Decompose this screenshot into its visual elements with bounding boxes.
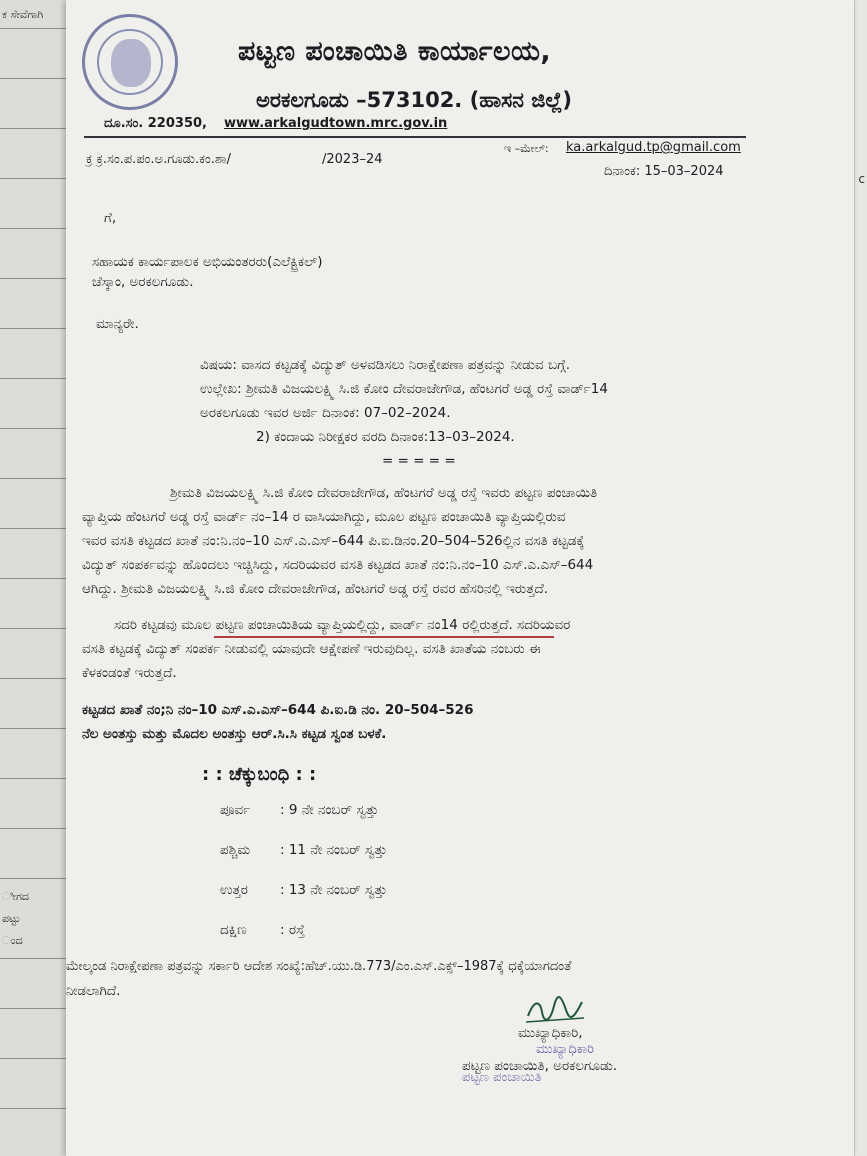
property-khata-line: ಕಟ್ಟಡದ ಖಾತೆ ನಂ;ನಿ ನಂ–10 ಎಸ್.ಎ.ಎಸ್–644 ಪಿ.ಐ.ಡಿ ನಂ. 20–504–526 [82, 702, 474, 718]
boundary-north-label: ಉತ್ತರ [220, 882, 248, 898]
reference-line-3: 2) ಕಂದಾಯ ನಿರೀಕ್ಷಕರ ವರದಿ ದಿನಾಂಕ:13–03–2024. [256, 429, 515, 445]
to-line: ಗೆ, [104, 210, 117, 226]
red-underline [214, 636, 554, 638]
signatory-designation: ಮುಖ್ಯಾಧಿಕಾರಿ, [518, 1025, 583, 1041]
boundary-north-value: : 13 ನೇ ನಂಬರ್ ಸ್ವತ್ತು [280, 882, 388, 898]
closing-line1: ಮೇಲ್ಕಂಡ ನಿರಾಕ್ಷೇಪಣಾ ಪತ್ರವನ್ನು ಸರ್ಕಾರಿ ಆದೇಶ ಸಂಖ್ಯೆ:ಹೆಚ್.ಯು.ಡಿ.773/ಎಂ.ಎಸ್.ಎಕ್ಸ್–1987ಕ್ಕೆ ಧಕ್ಕೆಯಾಗದಂತೆ [66, 959, 572, 974]
closing-line2: ನೀಡಲಾಗಿದೆ. [66, 983, 121, 999]
boundary-south-value: : ರಸ್ತೆ [280, 922, 305, 938]
underpage-text-2: ಪಟ್ಟು [2, 912, 21, 925]
signatory-office: ಪಟ್ಟಣ ಪಂಚಾಯಿತಿ, ಅರಕಲಗೂಡು. [462, 1058, 618, 1074]
paragraph2-line1: ಸದರಿ ಕಟ್ಟಡವು ಮೂಲ ಪಟ್ಟಣ ಪಂಚಾಯಿತಿಯ ವ್ಯಾಪ್ತಿಯಲ್ಲಿದ್ದು, ವಾರ್ಡ್ ನಂ14 ರಲ್ಲಿರುತ್ತದೆ. ಸದರಿಯವರ [114, 617, 571, 633]
recipient-office: ಚೆಸ್ಕಾಂ, ಅರಕಲಗೂಡು. [92, 274, 194, 290]
reference-number: ಕ್ರ ಕ್ರ.ಸಂ.ಪ.ಪಂ.ಅ.ಗೂಡು.ಕಂ.ಶಾ/ [86, 152, 231, 167]
boundaries-heading: : : ಚೆಕ್ಕುಬಂಧಿ : : [202, 764, 317, 785]
separator: = = = = = [382, 453, 456, 469]
email-label: ಇ –ಮೇಲ್: [504, 142, 549, 155]
salutation: ಮಾನ್ಯರೇ. [96, 316, 139, 332]
paragraph1-line5: ಆಗಿದ್ದು. ಶ್ರೀಮತಿ ವಿಜಯಲಕ್ಷ್ಮಿ ಸಿ.ಜಿ ಕೋಂ ದೇವರಾಜೇಗೌಡ, ಹೆಂಟಗರೆ ಅಡ್ಡ ರಸ್ತೆ ರವರ ಹೆಸರಿನಲ್ಲಿ ಇರುತ್ತದೆ. [82, 581, 549, 597]
boundary-east-value: : 9 ನೇ ನಂಬರ್ ಸ್ವತ್ತು [280, 802, 379, 818]
property-floors-line: ನೆಲ ಅಂತಸ್ತು ಮತ್ತು ಮೊದಲ ಅಂತಸ್ತು ಆರ್.ಸಿ.ಸಿ ಕಟ್ಟಡ ಸ್ವಂತ ಬಳಕೆ. [82, 726, 387, 742]
paragraph1-line4: ವಿದ್ಯುತ್ ಸಂಪರ್ಕವನ್ನು ಹೊಂದಲು ಇಚ್ಚಿಸಿದ್ದು, ಸದರಿಯವರ ವಸತಿ ಕಟ್ಟಡದ ಖಾತೆ ನಂ:ನಿ.ನಂ–10 ಎಸ್.ಎ.ಎಸ್–644 [82, 557, 594, 573]
stamp-office: ಪಟ್ಟಣ ಪಂಚಾಯಿತಿ [462, 1070, 542, 1085]
reference-year: /2023–24 [322, 152, 383, 167]
header-divider [84, 136, 746, 138]
underpage-text-1: ೀಗದ [2, 890, 30, 903]
boundary-west-value: : 11 ನೇ ನಂಬರ್ ಸ್ವತ್ತು [280, 842, 388, 858]
recipient-designation: ಸಹಾಯಕ ಕಾರ್ಯಪಾಲಕ ಅಭಿಯಂತರರು(ಎಲೆಕ್ಟ್ರಿಕಲ್) [92, 254, 323, 270]
paragraph1-line2: ವ್ಯಾಪ್ತಿಯ ಹೆಂಟಗರೆ ಅಡ್ಡ ರಸ್ತೆ ವಾರ್ಡ್ ನಂ–14 ರ ವಾಸಿಯಾಗಿದ್ದು, ಮೂಲ ಪಟ್ಟಣ ಪಂಚಾಯಿತಿ ವ್ಯಾಪ್ತಿಯಲ್ಲಿರುವ [82, 509, 566, 525]
office-title: ಪಟ್ಟಣ ಪಂಚಾಯಿತಿ ಕಾರ್ಯಾಲಯ, [238, 36, 552, 67]
boundary-west-label: ಪಶ್ಚಿಮ [220, 842, 251, 858]
signature-scribble [526, 994, 584, 1024]
boundary-south-label: ದಕ್ಷಿಣ [220, 922, 247, 938]
subject-line: ವಿಷಯ: ವಾಸದ ಕಟ್ಟಡಕ್ಕೆ ವಿದ್ಯುತ್ ಅಳವಡಿಸಲು ನಿರಾಕ್ಷೇಪಣಾ ಪತ್ರವನ್ನು ನೀಡುವ ಬಗ್ಗೆ. [200, 357, 571, 373]
stamp-designation: ಮುಖ್ಯಾಧಿಕಾರಿ [536, 1042, 595, 1057]
edge-mark: c [858, 172, 865, 186]
right-edge-strip [855, 0, 867, 1156]
underpage-text-3: ಂದ [2, 934, 23, 947]
office-seal [82, 14, 178, 110]
paragraph1-line1: ಶ್ರೀಮತಿ ವಿಜಯಲಕ್ಷ್ಮಿ ಸಿ.ಜಿ ಕೋಂ ದೇವರಾಜೇಗೌಡ, ಹೆಂಟಗರೆ ಅಡ್ಡ ರಸ್ತೆ ಇವರು ಪಟ್ಟಣ ಪಂಚಾಯಿತಿ [170, 485, 598, 501]
underpage-top-text: ಕ ಸೇವೆಗಾಗಿ [2, 8, 44, 21]
website-link[interactable]: www.arkalgudtown.mrc.gov.in [224, 116, 448, 131]
reference-line-2: ಅರಕಲಗೂಡು ಇವರ ಅರ್ಜಿ ದಿನಾಂಕ: 07–02–2024. [200, 405, 451, 421]
office-address: ಅರಕಲಗೂಡು –573102. (ಹಾಸನ ಜಿಲ್ಲೆ) [256, 88, 572, 112]
boundary-east-label: ಪೂರ್ವ [220, 802, 251, 818]
phone-number: ದೂ.ಸಂ. 220350, [104, 116, 207, 131]
letter-page [66, 0, 854, 1156]
paragraph1-line3: ಇವರ ವಸತಿ ಕಟ್ಟಡದ ಖಾತೆ ನಂ:ನಿ.ನಂ–10 ಎಸ್.ಎ.ಎಸ್–644 ಪಿ.ಐ.ಡಿನಂ.20–504–526ಲ್ಲಿನ ವಸತಿ ಕಟ್ಟಡಕ್ಕೆ [82, 533, 585, 549]
letter-date: ದಿನಾಂಕ: 15–03–2024 [604, 164, 724, 179]
reference-line-1: ಉಲ್ಲೇಖ: ಶ್ರೀಮತಿ ವಿಜಯಲಕ್ಷ್ಮಿ ಸಿ.ಜಿ ಕೋಂ ದೇವರಾಜೇಗೌಡ, ಹೆಂಟಗರೆ ಅಡ್ಡ ರಸ್ತೆ ವಾರ್ಡ್14 [200, 381, 608, 397]
paragraph2-line3: ಕೆಳಕಂಡಂತೆ ಇರುತ್ತದೆ. [82, 665, 177, 681]
paragraph2-line2: ವಸತಿ ಕಟ್ಟಡಕ್ಕೆ ವಿದ್ಯುತ್ ಸಂಪರ್ಕ ನೀಡುವಲ್ಲಿ ಯಾವುದೇ ಆಕ್ಷೇಪಣೆ ಇರುವುದಿಲ್ಲ. ವಸತಿ ಖಾತೆಯ ನಂಬರು ಈ [82, 641, 541, 657]
email-link[interactable]: ka.arkalgud.tp@gmail.com [566, 140, 741, 155]
